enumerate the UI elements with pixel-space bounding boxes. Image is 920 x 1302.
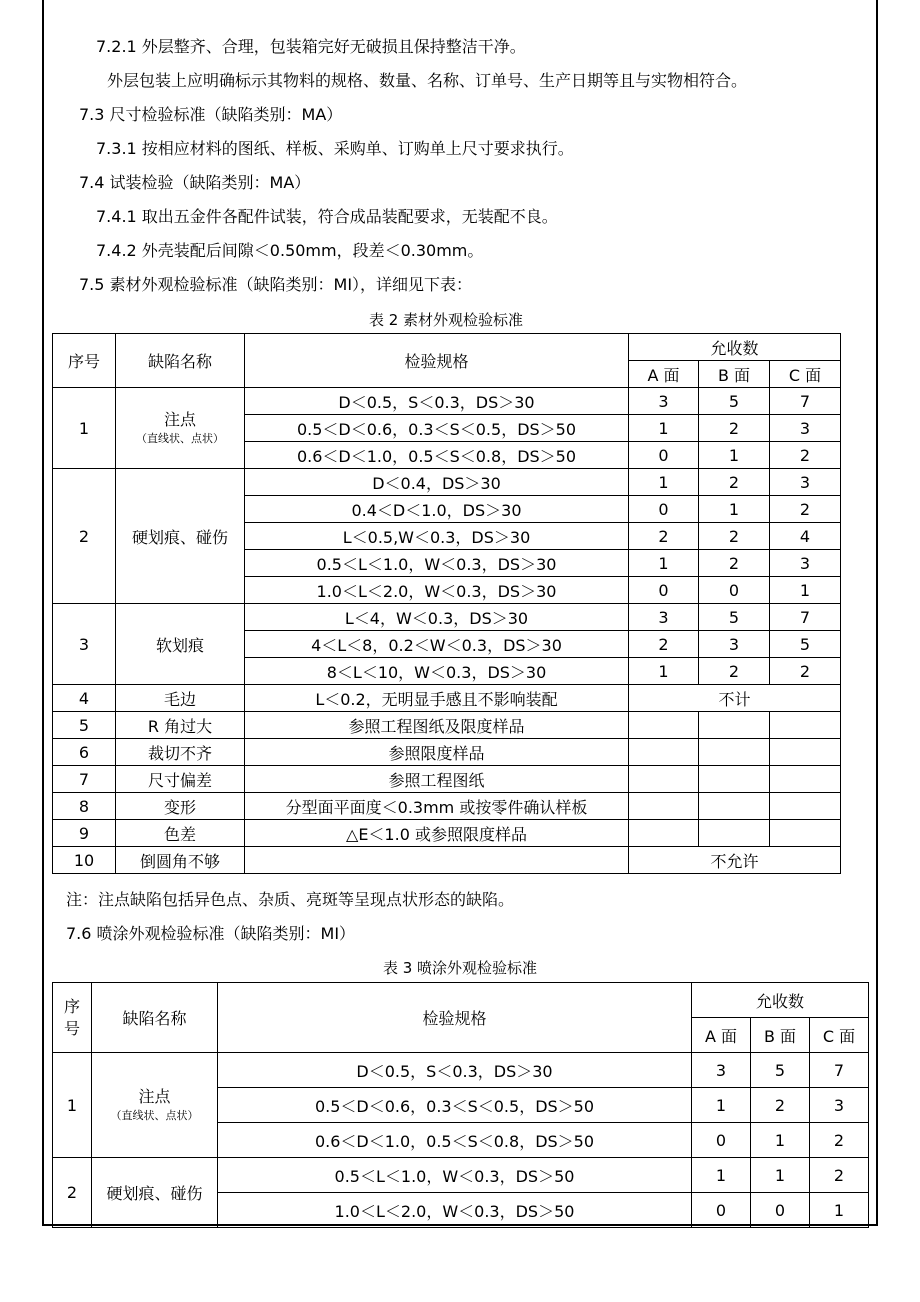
b-cell: 1: [699, 442, 770, 469]
b-cell: [699, 793, 770, 820]
c-cell: 4: [770, 523, 841, 550]
heading-7-4: 7.4 试装检验（缺陷类别：MA）: [79, 173, 311, 192]
defect-name-cell: 裁切不齐: [116, 739, 245, 766]
spec-cell: [245, 847, 629, 874]
spec-cell: 0.5＜L＜1.0，W＜0.3，DS＞50: [218, 1158, 692, 1193]
seq-cell: 4: [53, 685, 116, 712]
spec-cell: L＜0.2，无明显手感且不影响装配: [245, 685, 629, 712]
spec-cell: L＜4，W＜0.3，DS＞30: [245, 604, 629, 631]
table-row: [53, 847, 841, 874]
a-cell: [629, 793, 699, 820]
b-cell: [699, 739, 770, 766]
seq-cell: 1: [53, 388, 116, 469]
defect-name-cell: R 角过大: [116, 712, 245, 739]
seq-cell: 5: [53, 712, 116, 739]
table-row: [53, 766, 841, 793]
seq-cell: 6: [53, 739, 116, 766]
a-cell: 0: [629, 496, 699, 523]
spec-cell: 0.5＜D＜0.6，0.3＜S＜0.5，DS＞50: [218, 1088, 692, 1123]
table-row: [53, 469, 841, 496]
table3-caption: 表 3 喷涂外观检验标准: [382, 959, 538, 977]
heading-7-5: 7.5 素材外观检验标准（缺陷类别：MI），详细见下表：: [79, 275, 473, 294]
b-cell: 5: [699, 604, 770, 631]
c-cell: 7: [770, 388, 841, 415]
spec-cell: 0.5＜L＜1.0，W＜0.3，DS＞30: [245, 550, 629, 577]
spec-cell: L＜0.5,W＜0.3，DS＞30: [245, 523, 629, 550]
c-cell: 2: [770, 442, 841, 469]
header-a: A 面: [692, 1018, 751, 1053]
spec-cell: 8＜L＜10，W＜0.3，DS＞30: [245, 658, 629, 685]
spec-cell: △E＜1.0 或参照限度样品: [245, 820, 629, 847]
para-7-2-1: 7.2.1 外层整齐、合理，包装箱完好无破损且保持整洁干净。: [96, 37, 526, 56]
para-7-3-1: 7.3.1 按相应材料的图纸、样板、采购单、订购单上尺寸要求执行。: [96, 139, 574, 158]
header-c: C 面: [770, 361, 841, 388]
seq-cell: 3: [53, 604, 116, 685]
table-row: [53, 712, 841, 739]
header-seq: [53, 983, 92, 1053]
a-cell: 2: [629, 631, 699, 658]
heading-7-3: 7.3 尺寸检验标准（缺陷类别：MA）: [79, 105, 343, 124]
table3: [52, 982, 869, 1228]
b-cell: 2: [699, 550, 770, 577]
a-cell: 3: [692, 1053, 751, 1088]
defect-name-cell: 软划痕: [116, 604, 245, 685]
spec-cell: 0.6＜D＜1.0，0.5＜S＜0.8，DS＞50: [245, 442, 629, 469]
header-spec: 检验规格: [218, 983, 692, 1053]
table-row: [53, 604, 841, 631]
header-name: 缺陷名称: [92, 983, 218, 1053]
para-7-2-1-cont: 外层包装上应明确标示其物料的规格、数量、名称、订单号、生产日期等且与实物相符合。: [107, 71, 748, 90]
defect-name-cell: 毛边: [116, 685, 245, 712]
c-cell: [770, 712, 841, 739]
c-cell: [770, 820, 841, 847]
spec-cell: D＜0.4，DS＞30: [245, 469, 629, 496]
header-seq: 序号: [53, 334, 116, 388]
defect-name-cell: 硬划痕、碰伤: [116, 469, 245, 604]
b-cell: 2: [699, 658, 770, 685]
c-cell: 5: [770, 631, 841, 658]
spec-cell: 参照限度样品: [245, 739, 629, 766]
header-accept: 允收数: [629, 334, 841, 361]
header-spec: 检验规格: [245, 334, 629, 388]
defect-name: 注点: [163, 410, 196, 429]
b-cell: 2: [699, 523, 770, 550]
a-cell: [629, 820, 699, 847]
a-cell: 0: [629, 442, 699, 469]
spec-cell: 0.6＜D＜1.0，0.5＜S＜0.8，DS＞50: [218, 1123, 692, 1158]
defect-name-cell: 尺寸偏差: [116, 766, 245, 793]
c-cell: 2: [770, 496, 841, 523]
b-cell: 2: [699, 415, 770, 442]
b-cell: 5: [751, 1053, 810, 1088]
a-cell: [629, 739, 699, 766]
a-cell: 3: [629, 388, 699, 415]
defect-name-cell: 色差: [116, 820, 245, 847]
spec-cell: 1.0＜L＜2.0，W＜0.3，DS＞50: [218, 1193, 692, 1228]
table-row: [53, 685, 841, 712]
c-cell: [770, 793, 841, 820]
c-cell: 7: [810, 1053, 869, 1088]
spec-cell: D＜0.5，S＜0.3，DS＞30: [218, 1053, 692, 1088]
a-cell: 2: [629, 523, 699, 550]
header-b: B 面: [751, 1018, 810, 1053]
accept-not-counted: 不计: [629, 685, 841, 712]
a-cell: 1: [692, 1088, 751, 1123]
table2-caption: 表 2 素材外观检验标准: [368, 311, 524, 329]
header-accept: 允收数: [692, 983, 869, 1018]
c-cell: 1: [770, 577, 841, 604]
a-cell: 0: [629, 577, 699, 604]
a-cell: 3: [629, 604, 699, 631]
spec-cell: 参照工程图纸: [245, 766, 629, 793]
spec-cell: 0.4＜D＜1.0，DS＞30: [245, 496, 629, 523]
header-c: C 面: [810, 1018, 869, 1053]
b-cell: 2: [699, 469, 770, 496]
a-cell: 1: [629, 550, 699, 577]
spec-cell: 参照工程图纸及限度样品: [245, 712, 629, 739]
seq-cell: 8: [53, 793, 116, 820]
defect-name-cell: [92, 1053, 218, 1158]
defect-subname: （直线状、点状）: [136, 432, 224, 445]
c-cell: 3: [770, 469, 841, 496]
c-cell: 2: [810, 1158, 869, 1193]
table-row: [53, 1158, 869, 1193]
seq-cell: 2: [53, 469, 116, 604]
header-name: 缺陷名称: [116, 334, 245, 388]
defect-name-cell: 倒圆角不够: [116, 847, 245, 874]
defect-name-cell: 硬划痕、碰伤: [92, 1158, 218, 1228]
table2: [52, 333, 841, 874]
c-cell: 3: [770, 415, 841, 442]
b-cell: [699, 766, 770, 793]
b-cell: 1: [699, 496, 770, 523]
a-cell: 0: [692, 1193, 751, 1228]
para-7-4-2: 7.4.2 外壳装配后间隙＜0.50mm，段差＜0.30mm。: [96, 241, 484, 260]
a-cell: [629, 766, 699, 793]
table-row: [53, 820, 841, 847]
a-cell: 1: [629, 658, 699, 685]
a-cell: 1: [629, 415, 699, 442]
spec-cell: D＜0.5，S＜0.3，DS＞30: [245, 388, 629, 415]
table-row: [53, 793, 841, 820]
c-cell: [770, 766, 841, 793]
header-b: B 面: [699, 361, 770, 388]
seq-cell: 9: [53, 820, 116, 847]
seq-cell: 2: [53, 1158, 92, 1228]
b-cell: 1: [751, 1123, 810, 1158]
seq-cell: 7: [53, 766, 116, 793]
spec-cell: 1.0＜L＜2.0，W＜0.3，DS＞30: [245, 577, 629, 604]
c-cell: 2: [770, 658, 841, 685]
c-cell: [770, 739, 841, 766]
header-seq-1: 序: [63, 996, 80, 1016]
accept-not-allowed: 不允许: [629, 847, 841, 874]
b-cell: 1: [751, 1158, 810, 1193]
b-cell: 0: [699, 577, 770, 604]
defect-name: 注点: [138, 1087, 171, 1106]
spec-cell: 分型面平面度＜0.3mm 或按零件确认样板: [245, 793, 629, 820]
header-a: A 面: [629, 361, 699, 388]
defect-subname: （直线状、点状）: [110, 1109, 199, 1122]
header-seq-2: 号: [63, 1018, 80, 1038]
a-cell: 1: [692, 1158, 751, 1193]
c-cell: 1: [810, 1193, 869, 1228]
b-cell: 5: [699, 388, 770, 415]
defect-name-cell: [116, 388, 245, 469]
b-cell: 2: [751, 1088, 810, 1123]
heading-7-6: 7.6 喷涂外观检验标准（缺陷类别：MI）: [66, 924, 356, 943]
a-cell: 1: [629, 469, 699, 496]
para-7-4-1: 7.4.1 取出五金件各配件试装，符合成品装配要求，无装配不良。: [96, 207, 558, 226]
seq-cell: 1: [53, 1053, 92, 1158]
b-cell: [699, 712, 770, 739]
b-cell: 0: [751, 1193, 810, 1228]
c-cell: 3: [810, 1088, 869, 1123]
seq-cell: 10: [53, 847, 116, 874]
table-row: [53, 739, 841, 766]
a-cell: [629, 712, 699, 739]
b-cell: 3: [699, 631, 770, 658]
table-row: [53, 1053, 869, 1088]
spec-cell: 4＜L＜8，0.2＜W＜0.3，DS＞30: [245, 631, 629, 658]
a-cell: 0: [692, 1123, 751, 1158]
b-cell: [699, 820, 770, 847]
spec-cell: 0.5＜D＜0.6，0.3＜S＜0.5，DS＞50: [245, 415, 629, 442]
defect-name-cell: 变形: [116, 793, 245, 820]
note-text: 注：注点缺陷包括异色点、杂质、亮斑等呈现点状形态的缺陷。: [66, 890, 515, 909]
c-cell: 7: [770, 604, 841, 631]
table-row: [53, 388, 841, 415]
c-cell: 3: [770, 550, 841, 577]
c-cell: 2: [810, 1123, 869, 1158]
